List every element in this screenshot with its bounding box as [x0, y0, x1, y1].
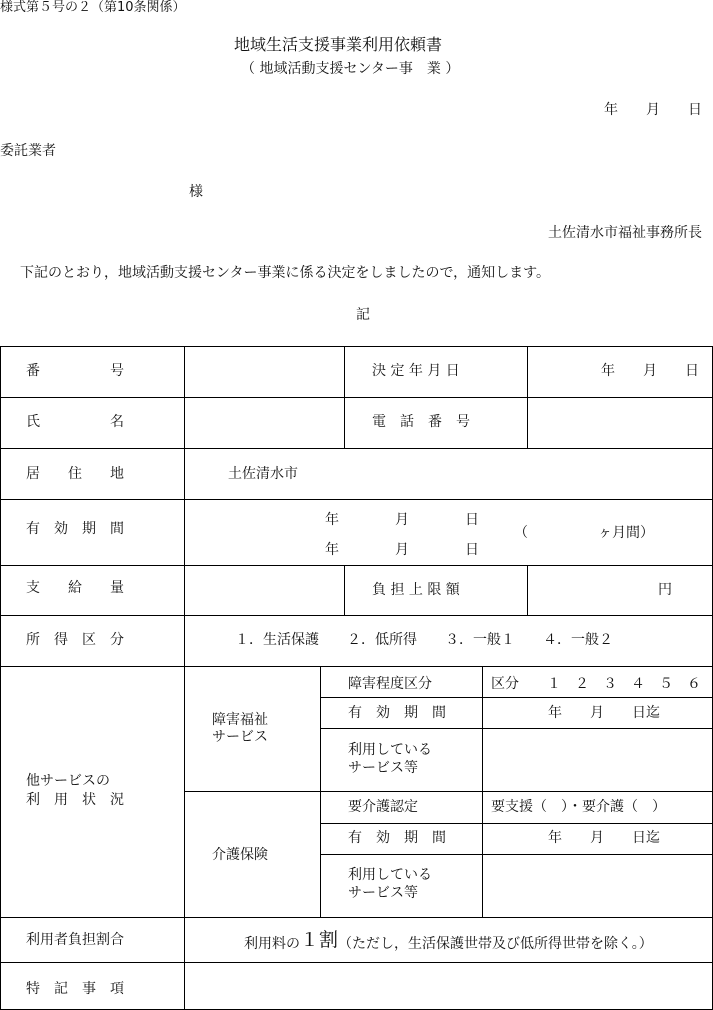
burden-ratio-value: １割 [300, 929, 339, 951]
care-using-label-1: 利用している [348, 867, 432, 883]
form-number: 様式第５号の２（第10条関係） [0, 0, 186, 15]
remarks-label: 特 記 事 項 [26, 981, 124, 997]
recipient-honorific: 様 [189, 184, 203, 200]
care-insurance-label: 介護保険 [212, 847, 268, 863]
care-certification-label: 要介護認定 [348, 799, 418, 815]
phone-label: 電 話 番 号 [372, 414, 470, 430]
burden-limit-label: 負 担 上 限 額 [372, 582, 460, 598]
number-label: 番 号 [26, 363, 124, 379]
document-title: 地域生活支援事業利用依頼書 [234, 35, 443, 54]
other-services-label-1: 他サービスの [26, 773, 110, 789]
name-label: 氏 名 [26, 414, 124, 430]
amount-label: 支 給 量 [26, 580, 124, 596]
burden-ratio-note: （ただし，生活保護世帯及び低所得世帯を除く。） [338, 936, 653, 952]
disability-services-label-1: 障害福祉 [212, 712, 268, 728]
care-certification-value: 要支援（ ）・要介護（ ） [491, 799, 666, 815]
care-using-label-2: サービス等 [348, 885, 418, 901]
notice-text: 下記のとおり，地域活動支援センター事業に係る決定をしましたので，通知します。 [20, 265, 551, 281]
valid-period-label: 有 効 期 間 [26, 521, 124, 537]
residence-value: 土佐清水市 [228, 466, 298, 482]
issuer-name: 土佐清水市福祉事務所長 [548, 225, 702, 241]
disability-level-value: 区分 １ ２ ３ ４ ５ ６ [491, 676, 701, 692]
valid-period-start: 年 月 日 [325, 512, 479, 528]
burden-limit-unit: 円 [658, 582, 672, 598]
care-period-value: 年 月 日迄 [548, 830, 660, 846]
document-subtitle: （ 地域活動支援センター事 業 ） [241, 61, 460, 77]
care-period-label: 有 効 期 間 [348, 830, 446, 846]
decision-date-value: 年 月 日 [601, 363, 699, 379]
disability-period-label: 有 効 期 間 [348, 705, 446, 721]
issue-date: 年 月 日 [604, 102, 702, 118]
burden-ratio-prefix: 利用料の [244, 936, 300, 952]
disability-period-value: 年 月 日迄 [548, 705, 660, 721]
ki-marker: 記 [356, 307, 370, 323]
income-label: 所 得 区 分 [26, 632, 124, 648]
residence-label: 居 住 地 [26, 466, 124, 482]
disability-services-label-2: サービス [212, 729, 268, 745]
burden-ratio-text [244, 929, 653, 952]
burden-ratio-label: 利用者負担割合 [26, 932, 124, 948]
decision-date-label: 決 定 年 月 日 [372, 363, 460, 379]
other-services-label-2: 利 用 状 況 [26, 792, 124, 808]
income-options: １．生活保護 ２．低所得 ３．一般１ ４．一般２ [235, 632, 613, 648]
valid-period-end: 年 月 日 [325, 542, 479, 558]
disability-using-label-2: サービス等 [348, 760, 418, 776]
valid-months: （ ヶ月間） [514, 525, 654, 541]
recipient-label: 委託業者 [0, 143, 56, 159]
disability-using-label-1: 利用している [348, 742, 432, 758]
disability-level-label: 障害程度区分 [348, 676, 432, 692]
